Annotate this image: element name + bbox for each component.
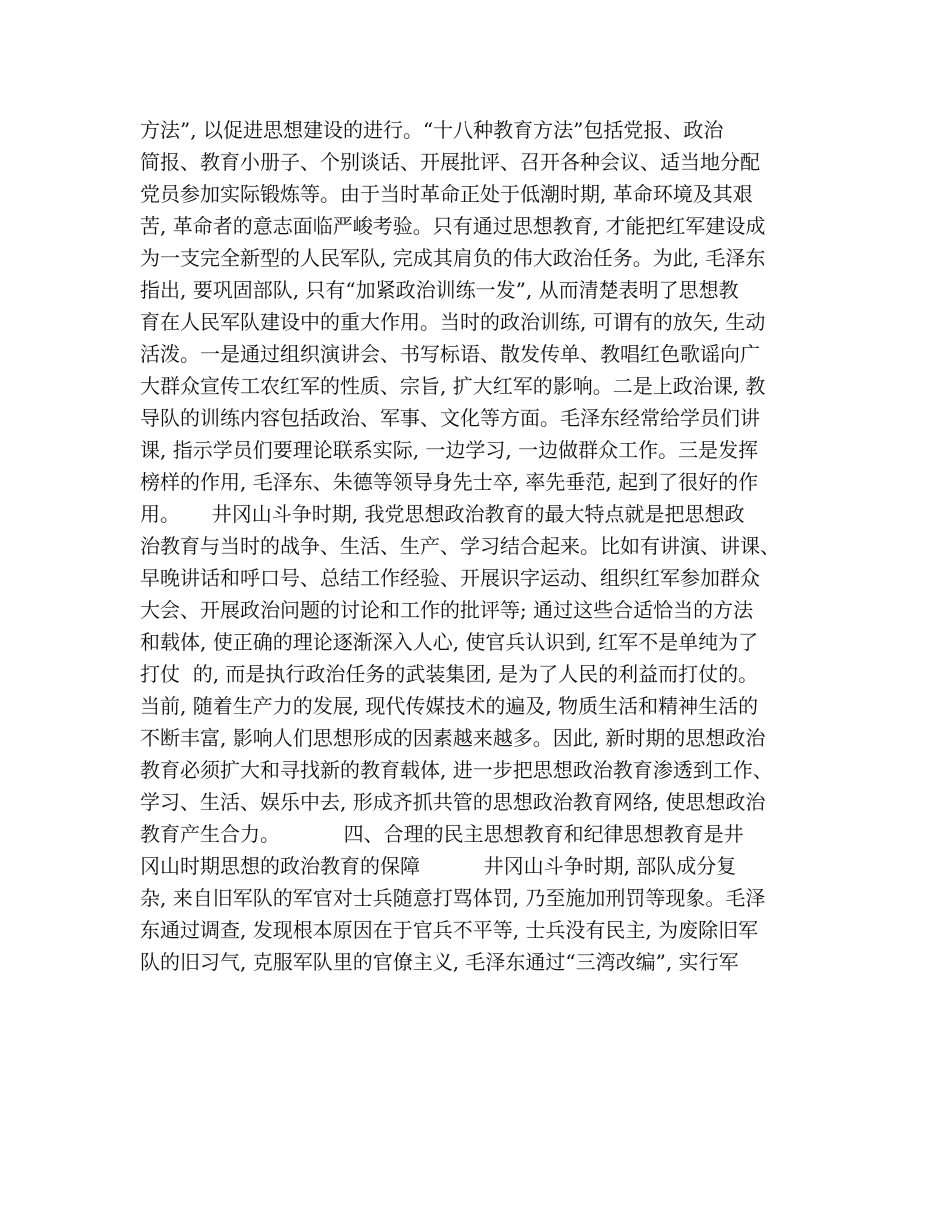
text-line: 苦, 革命者的意志面临严峻考验。只有通过思想教育, 才能把红军建设成: [140, 214, 766, 238]
text-line: 大会、开展政治问题的讨论和工作的批评等; 通过这些合适恰当的方法: [140, 598, 754, 622]
text-line: 指出, 要巩固部队, 只有“加紧政治训练一发”, 从而清楚表明了思想教: [140, 278, 739, 302]
text-line: 教育产生合力。 四、合理的民主思想教育和纪律思想教育是井: [140, 822, 744, 846]
text-line: 打仗 的, 而是执行政治任务的武装集团, 是为了人民的利益而打仗的。: [140, 662, 759, 686]
text-line: 队的旧习气, 克服军队里的官僚主义, 毛泽东通过“三湾改编”, 实行军: [140, 950, 739, 974]
text-line: 杂, 来自旧军队的军官对士兵随意打骂体罚, 乃至施加刑罚等现象。毛泽: [140, 886, 766, 910]
text-line: 导队的训练内容包括政治、军事、文化等方面。毛泽东经常给学员们讲: [140, 406, 760, 430]
text-line: 大群众宣传工农红军的性质、宗旨, 扩大红军的影响。二是上政治课, 教: [140, 374, 766, 398]
text-line: 当前, 随着生产力的发展, 现代传媒技术的遍及, 物质生活和精神生活的: [140, 694, 759, 718]
text-line: 不断丰富, 影响人们思想形成的因素越来越多。因此, 新时期的思想政治: [140, 726, 766, 750]
text-line: 学习、生活、娱乐中去, 形成齐抓共管的思想政治教育网络, 使思想政治: [140, 790, 766, 814]
text-line: 方法”, 以促进思想建设的进行。“十八种教育方法”包括党报、政治: [140, 118, 724, 142]
text-line: 育在人民军队建设中的重大作用。当时的政治训练, 可谓有的放矢, 生动: [140, 310, 766, 334]
text-line: 冈山时期思想的政治教育的保障 井冈山斗争时期, 部队成分复: [140, 854, 737, 878]
text-line: 活泼。一是通过组织演讲会、书写标语、散发传单、教唱红色歌谣向广: [140, 342, 760, 366]
text-line: 党员参加实际锻炼等。由于当时革命正处于低潮时期, 革命环境及其艰: [140, 182, 753, 206]
text-line: 简报、教育小册子、个别谈话、开展批评、召开各种会议、适当地分配: [140, 150, 760, 174]
text-line: 用。 井冈山斗争时期, 我党思想政治教育的最大特点就是把思想政: [140, 502, 745, 526]
text-line: 和载体, 使正确的理论逐渐深入人心, 使官兵认识到, 红军不是单纯为了: [140, 630, 759, 654]
text-line: 教育必须扩大和寻找新的教育载体, 进一步把思想政治教育渗透到工作、: [140, 758, 773, 782]
text-line: 为一支完全新型的人民军队, 完成其肩负的伟大政治任务。为此, 毛泽东: [140, 246, 766, 270]
text-line: 治教育与当时的战争、生活、生产、学习结合起来。比如有讲演、讲课、: [140, 534, 780, 558]
text-line: 榜样的作用, 毛泽东、朱德等领导身先士卒, 率先垂范, 起到了很好的作: [140, 470, 759, 494]
text-line: 课, 指示学员们要理论联系实际, 一边学习, 一边做群众工作。三是发挥: [140, 438, 759, 462]
text-line: 东通过调查, 发现根本原因在于官兵不平等, 士兵没有民主, 为废除旧军: [140, 918, 759, 942]
text-line: 早晚讲话和呼口号、总结工作经验、开展识字运动、组织红军参加群众: [140, 566, 760, 590]
